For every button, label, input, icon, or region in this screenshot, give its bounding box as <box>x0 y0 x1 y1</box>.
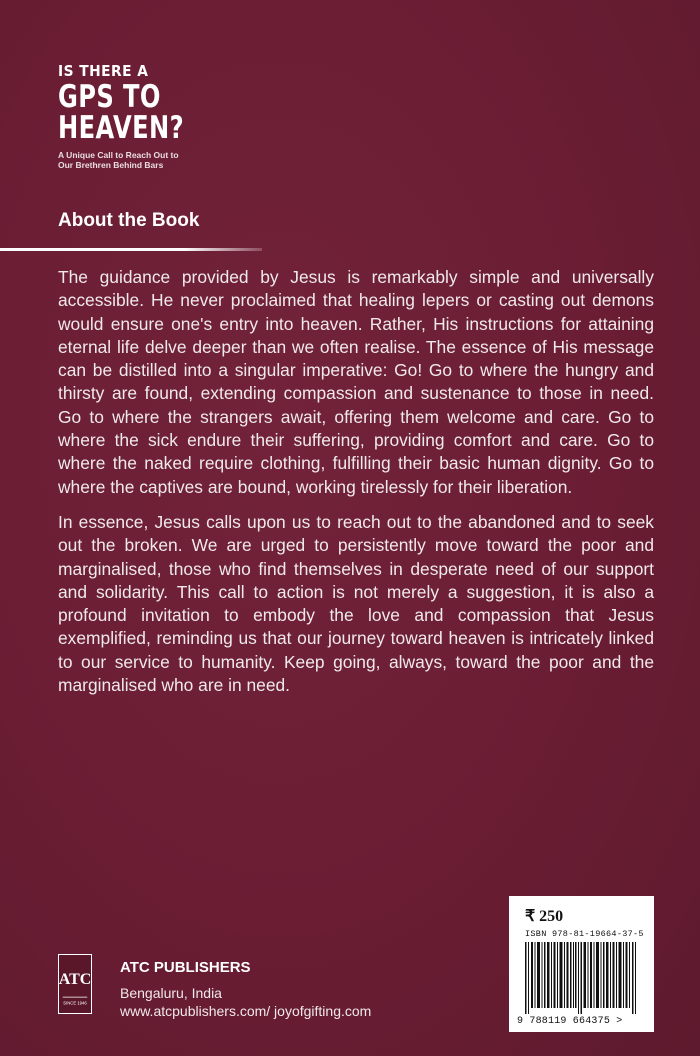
about-heading: About the Book <box>58 210 200 231</box>
logo-text: ATC <box>58 971 92 988</box>
logo-since-text: SINCE 1946 <box>63 1000 87 1006</box>
book-description <box>58 266 654 697</box>
subtitle-line-2: Our Brethren Behind Bars <box>58 160 164 170</box>
barcode-icon <box>525 942 639 1014</box>
title-line-2: GPS TO <box>58 79 161 115</box>
isbn-label: ISBN 978-81-19664-37-5 <box>525 929 644 939</box>
price-barcode-box <box>509 896 654 1032</box>
title-line-1: IS THERE A <box>58 62 149 80</box>
description-paragraph-2: In essence, Jesus calls upon us to reach out to the abandoned and to seek out the broken. We are urged to persistently move toward the poor and marginalised, those who find themselves in desperate need of our support and solidarity. This call to action is not merely a suggestion, it is also a profound invitation to embody the love and compassion that Jesus exemplified, reminding us that our journey toward heaven is intricately linked to our service to humanity. Keep going, always, toward the poor and the marginalised who are in need. <box>58 511 654 696</box>
publisher-city: Bengaluru, India <box>120 985 222 1001</box>
publisher-name: ATC PUBLISHERS <box>120 959 251 976</box>
barcode-number: 9 788119 664375 > <box>517 1016 623 1027</box>
description-paragraph-1: The guidance provided by Jesus is remarkably simple and universally accessible. He never proclaimed that healing lepers or casting out demons would ensure one's entry into heaven. Rather, His instructions for attaining eternal life delve deeper than we often realise. The essence of His message can be distilled into a singular imperative: Go! Go to where the hungry and thirsty are found, extending compassion and sustenance to those in need. Go to where the strangers await, offering them welcome and care. Go to where the sick endure their suffering, providing comfort and care. Go to where the naked require clothing, fulfilling their basic human dignity. Go to where the captives are bound, working tirelessly for their liberation. <box>58 267 654 497</box>
heading-divider <box>0 248 262 251</box>
publisher-logo-icon <box>58 954 92 1014</box>
title-line-3: HEAVEN? <box>58 110 185 146</box>
publisher-website: www.atcpublishers.com/ joyofgifting.com <box>120 1003 372 1019</box>
subtitle-line-1: A Unique Call to Reach Out to <box>58 150 179 160</box>
book-subtitle <box>58 150 220 170</box>
price-label: ₹ 250 <box>525 908 564 925</box>
book-title <box>58 62 220 170</box>
